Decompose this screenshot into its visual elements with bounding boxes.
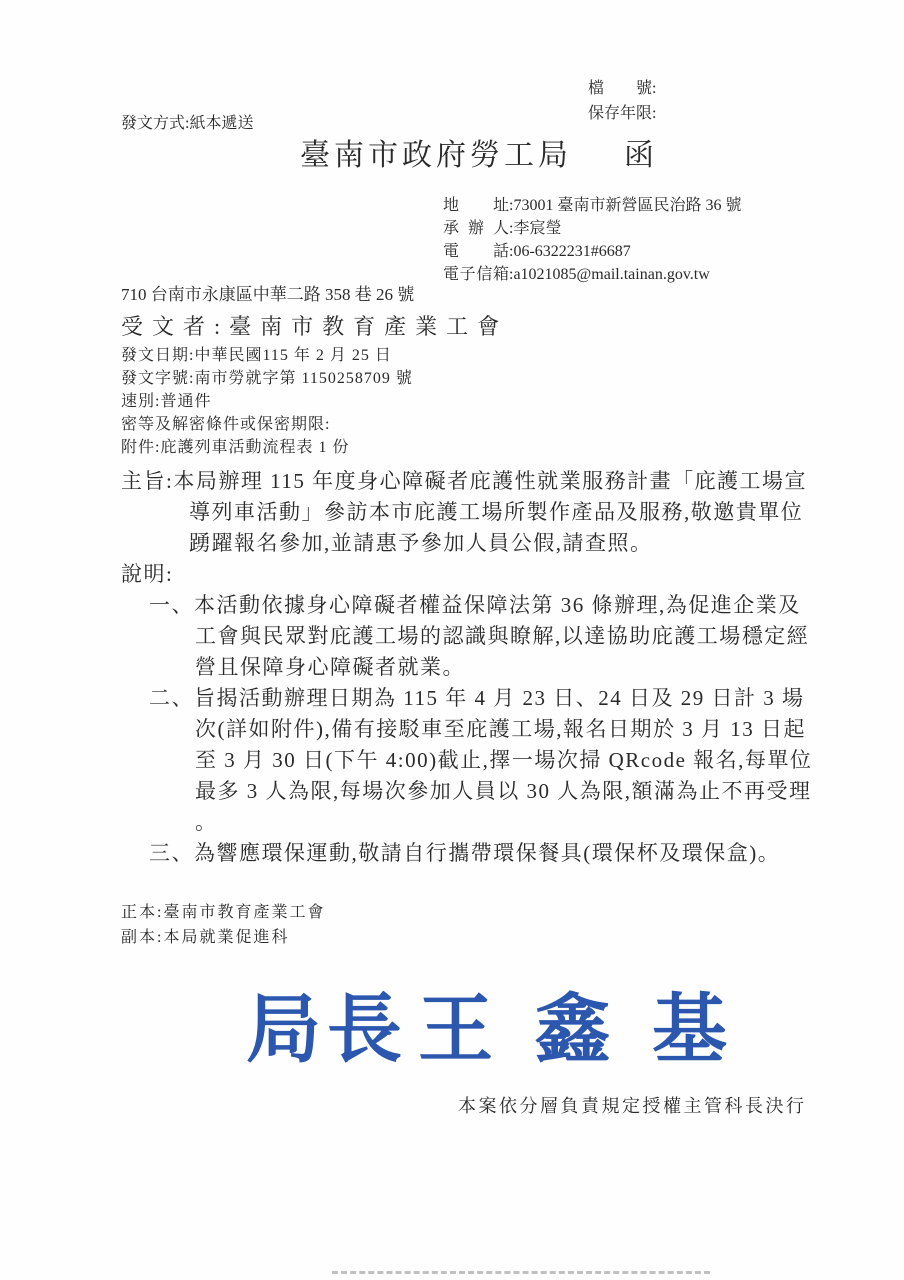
explanation-label: 說明: xyxy=(121,562,174,586)
subject-text: 本局辦理 115 年度身心障礙者庇護性就業服務計畫「庇護工場宣導列車活動」參訪本市庇護工場所製作產品及服務,敬邀貴單位踴躍報名參加,並請惠予參加人員公假,請查照。 xyxy=(173,469,808,555)
document-title xyxy=(300,130,658,174)
item-text: 本活動依據身心障礙者權益保障法第 36 條辦理,為促進企業及工會與民眾對庇護工場的認識與瞭解,以達協助庇護工場穩定經營且保障身心障礙者就業。 xyxy=(194,593,810,679)
colon: : xyxy=(509,220,514,237)
item-text: 為響應環保運動,敬請自行攜帶環保餐具(環保杯及環保盒)。 xyxy=(194,841,781,865)
colon: : xyxy=(509,266,514,283)
signer-title: 局長 xyxy=(246,989,409,1072)
colon: : xyxy=(509,243,514,260)
issuing-org-name: 臺南市政府勞工局 xyxy=(300,139,572,172)
contact-officer-value: 李宸瑩 xyxy=(513,220,562,237)
contact-address-label: 地址 xyxy=(443,197,509,214)
subject-paragraph xyxy=(121,466,821,559)
contact-phone-value: 06-6322231#6687 xyxy=(513,243,631,260)
retention-period-label: 保存年限: xyxy=(588,105,657,122)
signature xyxy=(246,970,770,1077)
subject-label: 主旨: xyxy=(121,469,174,493)
contact-address-row xyxy=(443,194,741,217)
contact-officer-label: 承辦人 xyxy=(443,220,509,237)
signer-name: 王鑫基 xyxy=(418,989,770,1072)
distribution-block xyxy=(121,900,325,950)
recipient-block xyxy=(121,283,508,459)
scan-artifact-line xyxy=(332,1271,710,1274)
addressee-line: 受文者:臺南市教育產業工會 xyxy=(121,314,509,339)
contact-phone-label: 電話 xyxy=(443,243,509,260)
item-number: 二、 xyxy=(149,686,194,710)
file-number-label: 檔 號: xyxy=(588,80,657,97)
carbon-copy-line: 副本:本局就業促進科 xyxy=(121,929,290,946)
delivery-method-line: 發文方式:紙本遞送 xyxy=(121,115,254,132)
item-text: 旨揭活動辦理日期為 115 年 4 月 23 日、24 日及 29 日計 3 場次(詳如附件),備有接駁車至庇護工場,報名日期於 3 月 13 日起至 3 月 30 日(下午 4:00)截止,擇一場次掃 QRcode 報名,每單位最多 3 人為限,每場次參加人員以 30 人為限,額滿為止不再受理 。 xyxy=(194,686,813,834)
contact-info-block xyxy=(443,194,741,286)
item-number: 三、 xyxy=(149,841,194,865)
explanation-item-3 xyxy=(149,838,821,869)
explanation-item-2 xyxy=(149,683,821,838)
explanation-item-1 xyxy=(149,590,821,683)
authorization-note: 本案依分層負責規定授權主管科長決行 xyxy=(458,1096,807,1116)
doc-number-line: 發文字號:南市勞就字第 1150258709 號 xyxy=(121,370,413,387)
file-classification-block xyxy=(588,76,656,126)
item-number: 一、 xyxy=(149,593,194,617)
contact-email-label: 電子信箱 xyxy=(443,266,509,283)
contact-officer-row xyxy=(443,217,741,240)
recipient-street-address: 710 台南市永康區中華二路 358 巷 26 號 xyxy=(121,285,415,304)
issue-date-line: 發文日期:中華民國115 年 2 月 25 日 xyxy=(121,347,392,364)
document-type-glyph: 函 xyxy=(624,139,658,172)
attachment-line: 附件:庇護列車活動流程表 1 份 xyxy=(121,439,350,456)
security-line: 密等及解密條件或保密期限: xyxy=(121,416,331,433)
speed-line: 速別:普通件 xyxy=(121,393,212,410)
letter-body xyxy=(121,466,821,869)
contact-address-value: 73001 臺南市新營區民治路 36 號 xyxy=(513,197,742,214)
contact-phone-row xyxy=(443,240,741,263)
original-copy-line: 正本:臺南市教育產業工會 xyxy=(121,904,326,921)
contact-email-value: a1021085@mail.tainan.gov.tw xyxy=(513,266,710,283)
colon: : xyxy=(509,197,514,214)
